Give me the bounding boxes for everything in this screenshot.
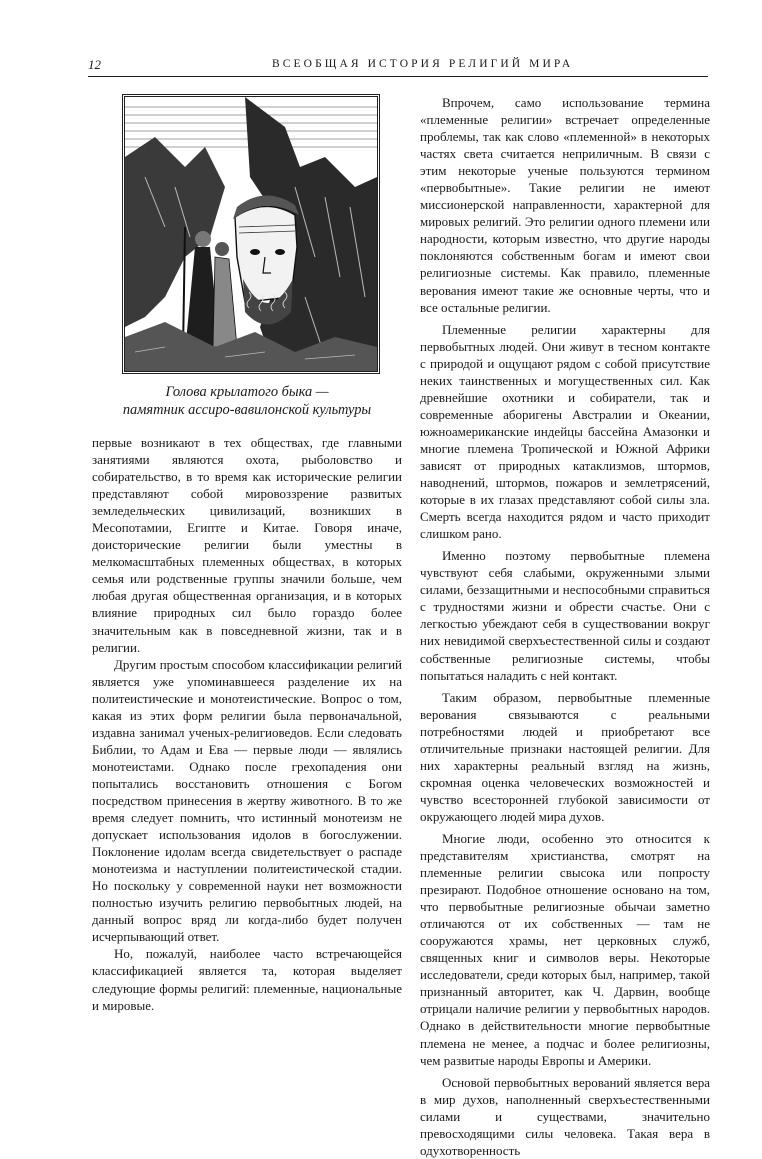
- left-column: [92, 434, 402, 1014]
- paragraph: Основой первобытных верований является вера в мир духов, наполненный сверхъестественными силами и существами, значительно превосходящими силы человека. Такая вера в одухотворенность: [420, 1074, 710, 1158]
- right-column: [420, 94, 710, 1159]
- paragraph: Именно поэтому первобытные племена чувствуют себя слабыми, окруженными злыми силами, беззащитными и неспособными справиться с трудностями жизни и обрести счастье. Они с легкостью убеждают себя в существовании вокруг них невидимой сверхъестественной силы и создают собственные религиозные системы, чтобы попытаться наладить с ней контакт.: [420, 548, 710, 683]
- winged-bull-head-engraving: [125, 97, 377, 371]
- running-title: ВСЕОБЩАЯ ИСТОРИЯ РЕЛИГИЙ МИРА: [272, 58, 574, 70]
- paragraph: Впрочем, само использование термина «племенные религии» встречает определенные проблемы, так как слово «племенной» в некоторых частях света считается неприличным. В связи с этим некоторые ученые пользуются термином «первобытные». Такие религии не имеют миссионерской направленности, характерной для мировых религий. Это религии одного племени или народности, которым известно, что другие народы поклоняются собственным богам и имеют свои религиозные системы. Как правило, племенные верования имеют такие же основные черты, что и все остальные религии.: [420, 95, 710, 315]
- paragraph: первые возникают в тех обществах, где главными занятиями являются охота, рыболовство и собирательство, в то время как исторические религии представляют собой мировоззрение развитых земледельческих цивилизаций, возникших в Месопотамии, Египте и Китае. Говоря иначе, доисторические религии были уместны в мелкомасштабных племенных обществах, в которых семья или родственные группы значили больше, чем любая другая общественная организация, и в которых влияние природных сил было гораздо более значительным как в повседневной жизни, так и в религии.: [92, 435, 402, 655]
- paragraph: Многие люди, особенно это относится к представителям христианства, смотрят на племенные религии свысока или попросту презирают. Подобное отношение основано на том, что первобытные религиозные обычаи заметно отличаются от их собственных — там не сооружаются храмы, нет церковных служб, священных книг и символов веры. Некоторые исследователи, среди которых был, например, такой признанный авторитет, как Ч. Дарвин, вообще отрицали наличие религии у первобытных народов. Однако в действительности многие первобытные племена не менее, а подчас и более религиозны, чем развитые народы Европы и Америки.: [420, 830, 710, 1068]
- paragraph: Но, пожалуй, наиболее часто встречающейся классификацией является та, которая выделяет следующие формы религий: племенные, национальные и мировые.: [92, 946, 402, 1013]
- running-header: [88, 56, 708, 77]
- paragraph: Таким образом, первобытные племенные верования связываются с реальными потребностями людей и приобретают все отличительные признаки настоящей религии. Для них характерны реальный взгляд на жизнь, скромная оценка человеческих возможностей и чувство всесторонней глубокой зависимости от окружающего людей мира духов.: [420, 689, 710, 824]
- paragraph: Другим простым способом классификации религий является уже упоминавшееся разделение их на политеистические и монотеистические. Вопрос о том, какая из этих форм религии была первоначальной, издавна занимал ученых-религиоведов. Если следовать Библии, то Адам и Ева — первые люди — являлись монотеистами. Однако после грехопадения они попытались восстановить отношения с Богом посредством принесения в жертву животного. В то же время следует помнить, что истинный монотеизм не допускает использования идолов в богослужении. Поклонение идолам всегда свидетельствует о распаде монотеизма и наступлении политеистической стадии. Но поскольку у современной науки нет возможности полностью изучить религию первобытных людей, на данный вопрос вряд ли когда-либо будет получен исчерпывающий ответ.: [92, 656, 402, 945]
- figure-caption: [92, 383, 402, 419]
- engraving-illustration: [122, 94, 380, 374]
- paragraph: Племенные религии характерны для первобытных людей. Они живут в тесном контакте с природой и ощущают рядом с собой присутствие неких таинственных и могущественных сил. Как древнейшие охотники и собиратели, так и современные аборигены Австралии и Океании, южноамериканские индейцы бассейна Амазонки и многие племена Тропической и Южной Африки зависят от природных катаклизмов, штормов, наводнений, штормов, пожаров и землетрясений, которые в их глазах представляют собой силы зла. Смерть всегда находится рядом и часто приходит слишком рано.: [420, 321, 710, 542]
- page-number: 12: [88, 57, 101, 72]
- caption-line-1: Голова крылатого быка —: [165, 384, 329, 400]
- caption-line-2: памятник ассиро-вавилонской культуры: [122, 402, 372, 418]
